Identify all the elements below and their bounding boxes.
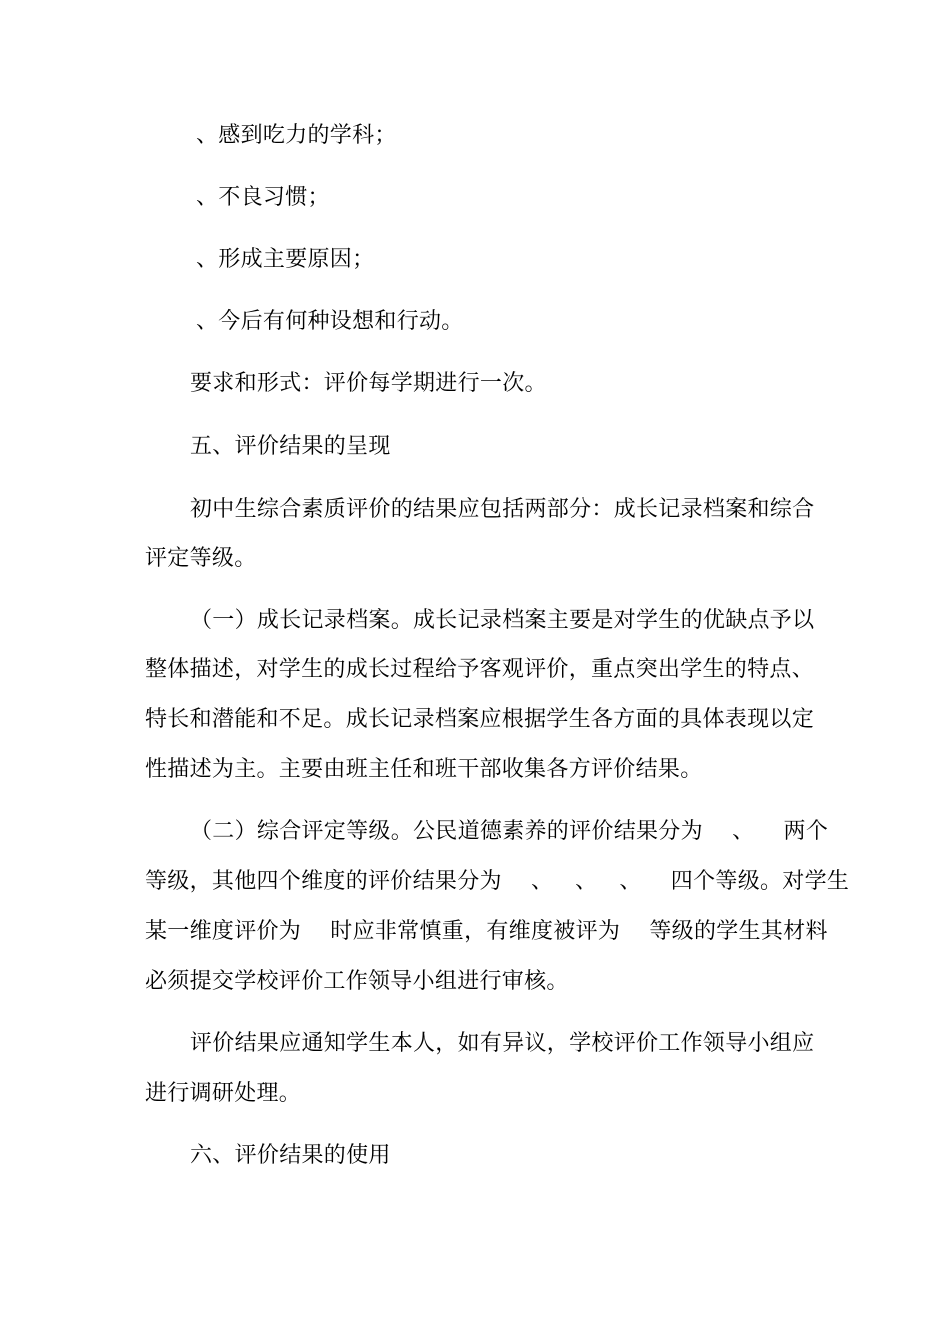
intro-line-1: 初中生综合素质评价的结果应包括两部分：成长记录档案和综合: [190, 497, 815, 522]
list-item-main-causes: 、形成主要原因；: [196, 247, 375, 272]
intro-line-2: 评定等级。: [145, 546, 257, 571]
para1-line-3: 特长和潜能和不足。成长记录档案应根据学生各方面的具体表现以定: [145, 707, 815, 732]
list-item-difficult-subjects: 、感到吃力的学科；: [196, 123, 397, 148]
section-5-heading: 五、评价结果的呈现: [190, 434, 391, 459]
requirement-text: 要求和形式：评价每学期进行一次。: [190, 371, 547, 396]
list-item-bad-habits: 、不良习惯；: [196, 185, 330, 210]
para1-line-1: （一）成长记录档案。成长记录档案主要是对学生的优缺点予以: [190, 608, 815, 633]
para3-line-1: 评价结果应通知学生本人，如有异议，学校评价工作领导小组应: [190, 1031, 815, 1056]
para1-line-4: 性描述为主。主要由班主任和班干部收集各方评价结果。: [145, 757, 703, 782]
para2-line-1: （二）综合评定等级。公民道德素养的评价结果分为 、 两个: [190, 819, 829, 844]
para2-line-4: 必须提交学校评价工作领导小组进行审核。: [145, 969, 569, 994]
para2-line-3: 某一维度评价为 时应非常慎重，有维度被评为 等级的学生其材料: [145, 919, 828, 944]
list-item-future-plans: 、今后有何种设想和行动。: [196, 309, 464, 334]
section-6-heading: 六、评价结果的使用: [190, 1143, 391, 1168]
para3-line-2: 进行调研处理。: [145, 1081, 302, 1106]
para2-line-2: 等级，其他四个维度的评价结果分为 、 、 、 四个等级。对学生: [145, 869, 850, 894]
para1-line-2: 整体描述，对学生的成长过程给予客观评价，重点突出学生的特点、: [145, 657, 815, 682]
